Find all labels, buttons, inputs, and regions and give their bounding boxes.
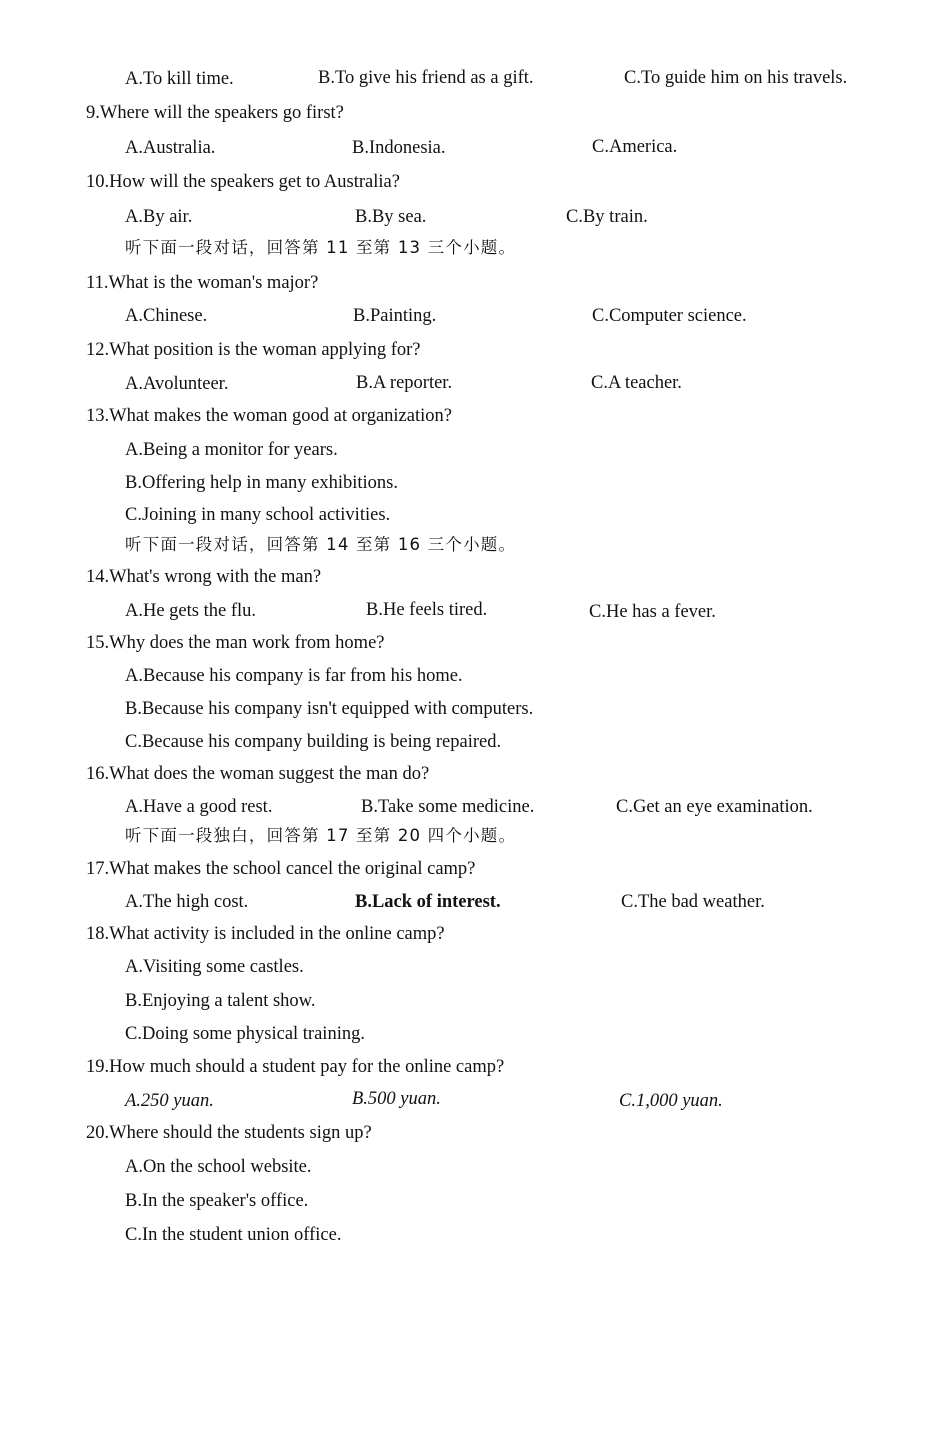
- q12-option-a: A.Avolunteer.: [125, 374, 229, 394]
- q14-question: 14.What's wrong with the man?: [86, 567, 322, 587]
- section-instruction: 听下面一段对话，回答第 14 至第 16 三个小题。: [125, 535, 517, 554]
- q12-option-c: C.A teacher.: [591, 373, 682, 393]
- q16-option-a: A.Have a good rest.: [125, 797, 273, 817]
- q9-option-a: A.Australia.: [125, 138, 216, 158]
- q16-option-c: C.Get an eye examination.: [616, 797, 813, 817]
- q14-option-c: C.He has a fever.: [589, 602, 716, 622]
- q14-option-b: B.He feels tired.: [366, 600, 488, 620]
- q11-question: 11.What is the woman's major?: [86, 273, 319, 293]
- q9-option-b: B.Indonesia.: [352, 138, 446, 158]
- q15-option-b: B.Because his company isn't equipped with computers.: [125, 699, 534, 719]
- q20-option-b: B.In the speaker's office.: [125, 1191, 309, 1211]
- q17-option-b: B.Lack of interest.: [355, 892, 501, 912]
- q13-option-b: B.Offering help in many exhibitions.: [125, 473, 399, 493]
- q20-question: 20.Where should the students sign up?: [86, 1123, 372, 1143]
- q16-option-b: B.Take some medicine.: [361, 797, 535, 817]
- q13-option-c: C.Joining in many school activities.: [125, 505, 391, 525]
- q14-option-a: A.He gets the flu.: [125, 601, 257, 621]
- q19-option-a: A.250 yuan.: [125, 1091, 214, 1111]
- q9-question: 9.Where will the speakers go first?: [86, 103, 344, 123]
- q20-option-c: C.In the student union office.: [125, 1225, 342, 1245]
- section-instruction: 听下面一段对话，回答第 11 至第 13 三个小题。: [125, 238, 517, 257]
- q19-option-b: B.500 yuan.: [352, 1089, 441, 1109]
- q17-option-a: A.The high cost.: [125, 892, 249, 912]
- q15-option-c: C.Because his company building is being repaired.: [125, 732, 502, 752]
- q10-option-b: B.By sea.: [355, 207, 427, 227]
- q17-option-c: C.The bad weather.: [621, 892, 765, 912]
- q18-option-a: A.Visiting some castles.: [125, 957, 304, 977]
- q15-option-a: A.Because his company is far from his home.: [125, 666, 463, 686]
- q19-option-c: C.1,000 yuan.: [619, 1091, 723, 1111]
- q10-option-a: A.By air.: [125, 207, 193, 227]
- q18-option-b: B.Enjoying a talent show.: [125, 991, 316, 1011]
- q11-option-b: B.Painting.: [353, 306, 437, 326]
- q17-question: 17.What makes the school cancel the original camp?: [86, 859, 476, 879]
- q13-question: 13.What makes the woman good at organization?: [86, 406, 452, 426]
- q11-option-a: A.Chinese.: [125, 306, 208, 326]
- q10-option-c: C.By train.: [566, 207, 648, 227]
- q18-option-c: C.Doing some physical training.: [125, 1024, 365, 1044]
- section-instruction: 听下面一段独白，回答第 17 至第 20 四个小题。: [125, 826, 517, 845]
- q19-question: 19.How much should a student pay for the online camp?: [86, 1057, 505, 1077]
- q10-question: 10.How will the speakers get to Australia?: [86, 172, 400, 192]
- q8-option-c: C.To guide him on his travels.: [624, 68, 848, 88]
- q15-question: 15.Why does the man work from home?: [86, 633, 385, 653]
- q9-option-c: C.America.: [592, 137, 678, 157]
- q20-option-a: A.On the school website.: [125, 1157, 312, 1177]
- q11-option-c: C.Computer science.: [592, 306, 747, 326]
- q12-option-b: B.A reporter.: [356, 373, 453, 393]
- q8-option-a: A.To kill time.: [125, 69, 234, 89]
- q12-question: 12.What position is the woman applying for?: [86, 340, 421, 360]
- q8-option-b: B.To give his friend as a gift.: [318, 68, 534, 88]
- q13-option-a: A.Being a monitor for years.: [125, 440, 338, 460]
- q16-question: 16.What does the woman suggest the man do?: [86, 764, 430, 784]
- q18-question: 18.What activity is included in the online camp?: [86, 924, 445, 944]
